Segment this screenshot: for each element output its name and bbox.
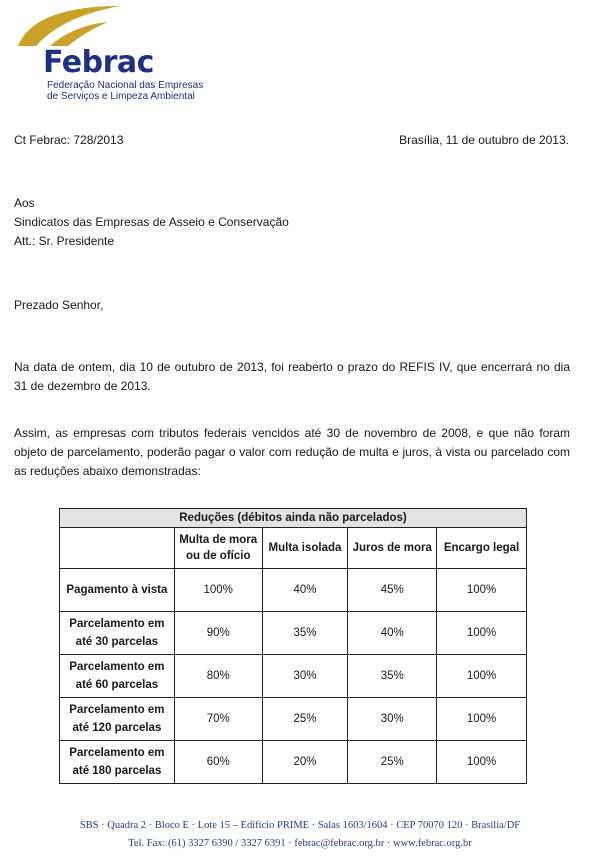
- paragraph-line: as reduções abaixo demonstradas:: [14, 464, 201, 478]
- table-cell: 30%: [262, 655, 348, 698]
- addressee-line: Aos: [14, 196, 35, 210]
- table-row: [60, 612, 527, 655]
- column-header: Multa isolada: [262, 528, 348, 569]
- row-label: Parcelamento em até 30 parcelas: [60, 612, 175, 655]
- table-header-row: [60, 528, 527, 569]
- febrac-logo: [10, 2, 210, 102]
- table-cell: 70%: [174, 698, 262, 741]
- logo-subtitle: [47, 80, 207, 102]
- table-cell: 35%: [262, 612, 348, 655]
- table-cell: 80%: [174, 655, 262, 698]
- table-cell: 45%: [348, 569, 437, 612]
- table-cell: 25%: [348, 741, 437, 784]
- table-caption: Reduções (débitos ainda não parcelados): [60, 509, 527, 528]
- row-label: Pagamento à vista: [60, 569, 175, 612]
- footer-contact: Tel. Fax: (61) 3327 6390 / 3327 6391 · febrac@febrac.org.br · www.febrac.org.br: [128, 838, 472, 849]
- paragraph-1: [14, 358, 570, 396]
- row-label: Parcelamento em até 180 parcelas: [60, 741, 175, 784]
- salutation: Prezado Senhor,: [14, 298, 104, 312]
- addressee-line: Sindicatos das Empresas de Asseio e Conservação: [14, 215, 289, 229]
- paragraph-line: Na data de ontem, dia 10 de outubro de 2013, foi reaberto o prazo do REFIS IV, que encerrará no dia: [14, 360, 570, 374]
- table-cell: 100%: [437, 698, 527, 741]
- table-row: [60, 655, 527, 698]
- footer-address: SBS · Quadra 2 · Bloco E · Lote 15 – Edifício PRIME · Salas 1603/1604 · CEP 70070 120 · Brasília/DF: [79, 820, 521, 831]
- letter-date: Brasília, 11 de outubro de 2013.: [399, 133, 569, 147]
- letter-reference: Ct Febrac: 728/2013: [14, 133, 124, 147]
- table-cell: 35%: [348, 655, 437, 698]
- reductions-table: [59, 508, 527, 784]
- table-cell: 60%: [174, 741, 262, 784]
- logo-subtitle-line: de Serviços e Limpeza Ambiental: [47, 91, 195, 102]
- table-row: [60, 569, 527, 612]
- table-cell: 20%: [262, 741, 348, 784]
- table-header-empty: [60, 528, 175, 569]
- paragraph-line: objeto de parcelamento, poderão pagar o valor com redução de multa e juros, à vista ou parcelado com: [14, 445, 570, 459]
- row-label: Parcelamento em até 120 parcelas: [60, 698, 175, 741]
- table-cell: 100%: [437, 612, 527, 655]
- column-header: Juros de mora: [348, 528, 437, 569]
- column-header: Multa de mora ou de ofício: [174, 528, 262, 569]
- paragraph-2: [14, 424, 570, 481]
- addressee-block: [14, 194, 289, 251]
- table-row: [60, 741, 527, 784]
- table-cell: 40%: [348, 612, 437, 655]
- column-header: Encargo legal: [437, 528, 527, 569]
- table-cell: 100%: [437, 569, 527, 612]
- table-cell: 30%: [348, 698, 437, 741]
- table-row: [60, 698, 527, 741]
- table-cell: 40%: [262, 569, 348, 612]
- table-cell: 90%: [174, 612, 262, 655]
- table-cell: 25%: [262, 698, 348, 741]
- logo-name: Febrac: [43, 45, 154, 80]
- logo-subtitle-line: Federação Nacional das Empresas: [47, 80, 204, 91]
- row-label: Parcelamento em até 60 parcelas: [60, 655, 175, 698]
- paragraph-line: Assim, as empresas com tributos federais vencidos até 30 de novembro de 2008, e que não foram: [14, 426, 570, 440]
- paragraph-line: 31 de dezembro de 2013.: [14, 379, 151, 393]
- table-cell: 100%: [437, 741, 527, 784]
- table-caption-row: [60, 509, 527, 528]
- addressee-line: Att.: Sr. Presidente: [14, 234, 115, 248]
- table-cell: 100%: [174, 569, 262, 612]
- table-cell: 100%: [437, 655, 527, 698]
